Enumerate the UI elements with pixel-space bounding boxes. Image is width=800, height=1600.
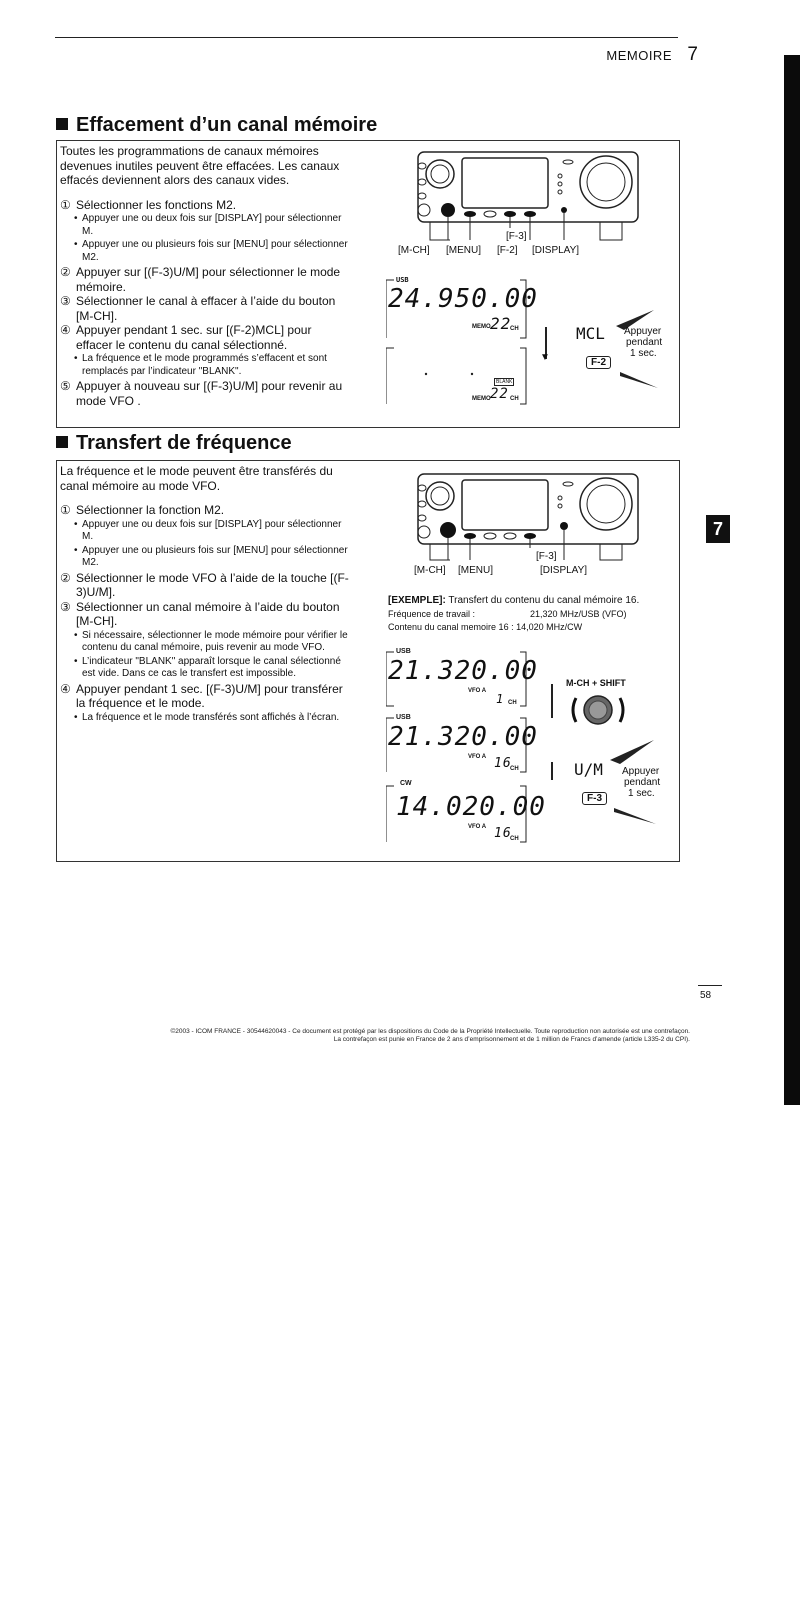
step-number: ③: [60, 599, 71, 614]
s1-step-1: [60, 198, 350, 213]
lcd-ch-unit: CH: [510, 836, 519, 842]
f3-press-indicator: [574, 720, 674, 830]
s2-step-2: [60, 571, 350, 600]
header-chapter-number: 7: [687, 44, 698, 65]
lcd-channel: 16: [494, 826, 512, 841]
header-rule: [55, 37, 678, 38]
section2-text: [60, 464, 350, 725]
step-number: ②: [60, 570, 71, 585]
label-f3-2: [F-3]: [536, 551, 557, 562]
lcd-frequency: 24.950.00: [388, 284, 538, 314]
f3-key[interactable]: F-3: [582, 792, 607, 805]
example-line: [388, 595, 639, 606]
lcd-channel: 16: [494, 756, 512, 771]
page-number: 58: [700, 990, 712, 1001]
step-number: ②: [60, 265, 71, 279]
down-arrow-icon: ▼: [540, 352, 550, 363]
lcd-display-vfo-2: [386, 714, 538, 776]
memory-content-line: Contenu du canal memoire 16 : 14,020 MHz/CW: [388, 622, 583, 632]
um-function-label: U/M: [574, 760, 603, 779]
s1-step-3: [60, 294, 350, 323]
section2-intro: La fréquence et le mode peuvent être transférés du canal mémoire au mode VFO.: [60, 464, 333, 493]
lcd-vfo-indicator: VFO A: [468, 824, 487, 830]
s1-step-2: [60, 265, 350, 294]
label-mch-1: [M-CH]: [398, 245, 430, 256]
s1-step-4-sub-1: • La fréquence et le mode programmés s’effacent et sont remplacés par l’indicateur "BLANK".: [60, 353, 350, 378]
work-frequency-label: Fréquence de travail :: [388, 609, 476, 619]
lcd-frequency: 21.320.00: [388, 656, 538, 686]
step-text: Appuyer à nouveau sur [(F-3)U/M] pour revenir au mode VFO .: [76, 379, 343, 408]
step-text: Appuyer pendant 1 sec. [(F-3)U/M] pour transférer la fréquence et le mode.: [76, 681, 343, 710]
lcd-ch-unit: CH: [510, 396, 519, 402]
header-section-title: MEMOIRE: [606, 48, 672, 63]
s2-step-3-sub-1: • Si nécessaire, sélectionner le mode mémoire pour vérifier le contenu du canal mémoire, puis revenir au mode VFO.: [60, 630, 350, 655]
press-text: Appuyer: [624, 326, 662, 337]
step-text: Sélectionner les fonctions M2.: [76, 197, 237, 212]
label-mch-2: [M-CH]: [414, 565, 446, 576]
s2-step-1-sub-1: • Appuyer une ou deux fois sur [DISPLAY] pour sélectionner M.: [60, 519, 350, 544]
lcd-channel: 22: [490, 314, 512, 333]
step-text: Appuyer sur [(F-3)U/M] pour sélectionner le mode mémoire.: [76, 265, 341, 294]
label-display-2: [DISPLAY]: [540, 565, 588, 576]
lcd-channel: 1: [496, 692, 505, 706]
step-number: ③: [60, 294, 71, 308]
s2-step-1: [60, 503, 350, 518]
s2-step-3: [60, 600, 350, 629]
section1-heading: [56, 114, 377, 137]
label-f2-1: [F-2]: [497, 245, 518, 256]
footer-line-2: La contrefaçon est punie en France de 2 ans d’emprisonnement et de 1 million de Francs d’amende (article L335-2 du CPI).: [333, 1036, 690, 1043]
lcd-display-vfo-1: [386, 648, 538, 710]
step-number: ①: [60, 197, 71, 212]
s1-step-5: [60, 379, 350, 408]
press-text: 1 sec.: [628, 788, 655, 799]
step-number: ④: [60, 681, 71, 696]
section1-text: [60, 144, 350, 408]
example-label: [EXEMPLE]:: [388, 595, 446, 606]
lcd-ch-unit: CH: [510, 766, 519, 772]
lcd-display-blank: [386, 346, 528, 408]
lcd-mode: CW: [400, 780, 412, 787]
lcd-display-vfo-3: [386, 780, 546, 846]
square-bullet-icon: [56, 118, 68, 130]
press-text: pendant: [624, 777, 661, 788]
press-text: pendant: [626, 337, 663, 348]
step-text: Sélectionner le mode VFO à l’aide de la touche [(F-3)U/M].: [76, 570, 349, 599]
lcd-mode: USB: [396, 276, 409, 284]
step-number: ④: [60, 323, 71, 337]
page-number-rule: [698, 985, 722, 986]
lcd-display-memo-22: [386, 276, 538, 342]
label-menu-2: [MENU]: [458, 565, 493, 576]
radio-front-panel-diagram-2: [410, 470, 642, 568]
f2-press-indicator: [576, 296, 676, 396]
lcd-ch-unit: CH: [510, 326, 519, 332]
press-instruction: [622, 766, 660, 799]
step-text: Sélectionner le canal à effacer à l’aide du bouton [M-CH].: [76, 294, 336, 323]
work-frequency-value: 21,320 MHz/USB (VFO): [530, 609, 627, 619]
lcd-mode: USB: [396, 714, 411, 721]
press-text: Appuyer: [622, 766, 660, 777]
press-instruction: [624, 326, 662, 359]
section1-intro: Toutes les programmations de canaux mémoires devenues inutiles peuvent être effacées. Les canaux effacés deviennent alors des canaux vides.: [60, 144, 340, 187]
lcd-vfo-indicator: VFO A: [468, 754, 487, 760]
label-display-1: [DISPLAY]: [532, 245, 580, 256]
mch-shift-label: M-CH + SHIFT: [566, 678, 626, 688]
lcd-frequency: 21.320.00: [388, 722, 538, 752]
down-arrow-line-3: [551, 762, 553, 780]
footer-copyright: [40, 1028, 690, 1044]
press-text: 1 sec.: [630, 348, 657, 359]
lcd-channel: 22: [490, 386, 509, 402]
chapter-tab: 7: [706, 515, 730, 543]
step-text: Sélectionner la fonction M2.: [76, 503, 225, 517]
lcd-mode: USB: [396, 648, 411, 655]
down-arrow-line-2: [551, 684, 553, 718]
s2-step-4-sub-1: • La fréquence et le mode transférés sont affichés à l’écran.: [60, 712, 350, 725]
label-menu-1: [MENU]: [446, 245, 481, 256]
lcd-vfo-indicator: VFO A: [468, 688, 487, 694]
label-f3-1: [F-3]: [506, 231, 527, 242]
section2-title: Transfert de fréquence: [76, 432, 292, 454]
s1-step-4: [60, 323, 350, 352]
step-text: Appuyer pendant 1 sec. sur [(F-2)MCL] pour effacer le contenu du canal sélectionné.: [76, 323, 312, 352]
footer-line-1: ©2003 - ICOM FRANCE - 30544620043 - Ce document est protégé par les dispositions du Code de la Propriété Intellectuelle. Toute reproduction non autorisée est une contrefaçon.: [170, 1028, 690, 1035]
lcd-frequency: 14.020.00: [396, 792, 546, 822]
page-edge-bar: [784, 55, 800, 1105]
lcd-memo-indicator: MEMO: [472, 396, 491, 402]
example-text: Transfert du contenu du canal mémoire 16.: [448, 595, 640, 606]
step-number: ⑤: [60, 379, 71, 393]
s2-step-3-sub-2: • L’indicateur "BLANK" apparaît lorsque le canal sélectionné est vide. Dans ce cas le transfert est impossible.: [60, 656, 350, 681]
section1-title: Effacement d’un canal mémoire: [76, 114, 378, 136]
step-text: Sélectionner un canal mémoire à l’aide du bouton [M-CH].: [76, 599, 340, 628]
s1-step-1-sub-1: • Appuyer une ou deux fois sur [DISPLAY] pour sélectionner M.: [60, 213, 350, 238]
lcd-blank-indicator: BLANK: [496, 379, 513, 385]
s2-step-4: [60, 682, 350, 711]
lcd-ch-unit: CH: [508, 700, 517, 706]
s2-step-1-sub-2: • Appuyer une ou plusieurs fois sur [MENU] pour sélectionner M2.: [60, 545, 350, 570]
mcl-function-label: MCL: [576, 324, 605, 343]
f2-key[interactable]: F-2: [586, 356, 611, 369]
section2-heading: [56, 432, 292, 455]
square-bullet-icon: [56, 436, 68, 448]
lcd-memo-indicator: MEMO: [472, 324, 491, 330]
step-number: ①: [60, 503, 71, 517]
s1-step-1-sub-2: • Appuyer une ou plusieurs fois sur [MENU] pour sélectionner M2.: [60, 239, 350, 264]
